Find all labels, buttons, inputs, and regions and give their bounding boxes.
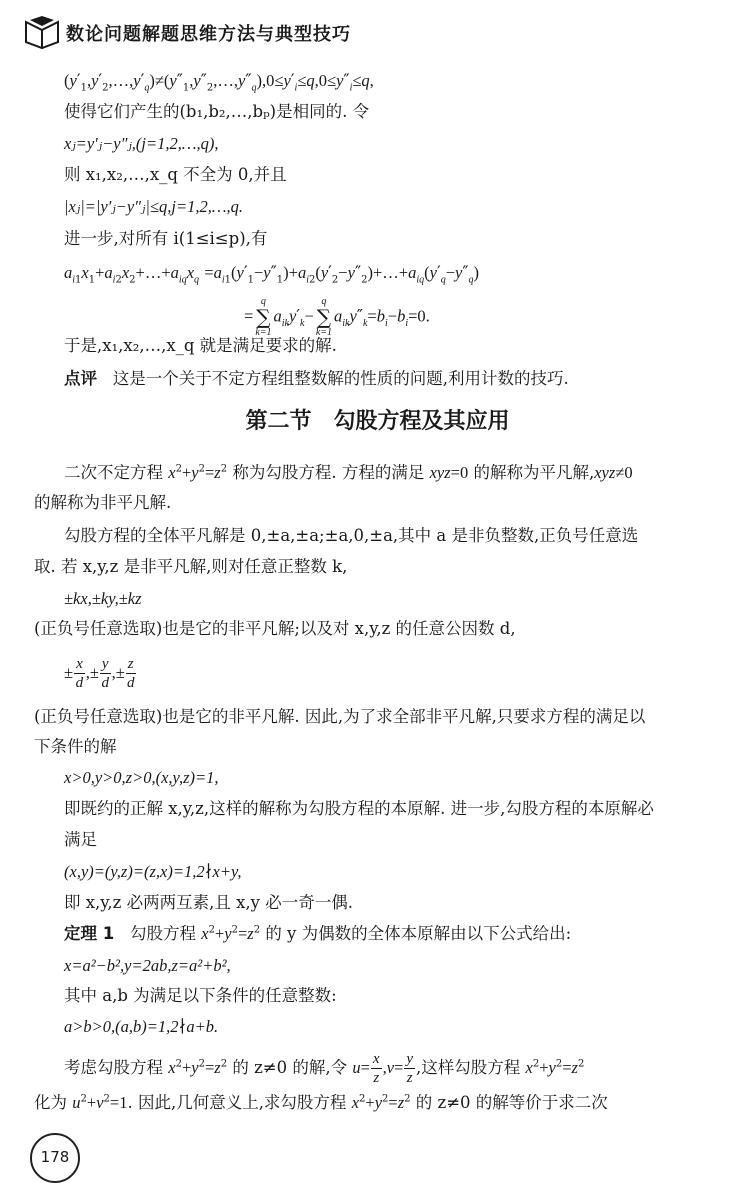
para-5-line2: 满足: [64, 830, 97, 849]
comment-label: 点评: [64, 369, 97, 388]
para-8: 化为 $u^2+v^2=1$. 因此,几何意义上,求勾股方程 $x^2+y^2=z^2$ 的 z≠0 的解等价于求二次: [34, 1093, 608, 1112]
para-4-line2: 下条件的解: [34, 737, 117, 756]
para-1-line2: 的解称为非平凡解.: [34, 493, 172, 512]
book-title: 数论问题解题思维方法与典型技巧: [66, 24, 351, 45]
theorem-formula: x=a²−b²,y=2ab,z=a²+b²,: [64, 956, 231, 975]
para-7: 考虑勾股方程 $x^2+y^2=z^2$ 的 z≠0 的解,令 u= $\frac{x}{z}$ ,v= $\frac{y}{z}$ ,这样勾股方程 $x^2+y^2=z^2$: [64, 1051, 585, 1086]
intro-sentence: 使得它们产生的(b₁,b₂,…,bₚ)是相同的. 令: [64, 102, 370, 121]
theorem-1: 定理 1 勾股方程 $x^2+y^2=z^2$ 的 y 为偶数的全体本原解由以下公式给出:: [64, 924, 572, 943]
para-1-line1: 二次不定方程 $x^2+y^2=z^2$ 称为勾股方程. 方程的满足 xyz=0 的解称为平凡解,xyz≠0: [64, 463, 633, 482]
para-2-line2: 取. 若 x,y,z 是非平凡解,则对任意正整数 k,: [34, 557, 348, 576]
comment: [64, 368, 569, 390]
k-multiples: ±kx,±ky,±kz: [64, 589, 142, 608]
gcd-condition: (x,y)=(y,z)=(z,x)=1,2∤x+y,: [64, 862, 242, 881]
not-all-zero: 则 x₁,x₂,…,x_q 不全为 0,并且: [64, 165, 287, 184]
book-logo-icon: [22, 14, 62, 50]
page-number: 178: [30, 1133, 80, 1183]
positive-condition: x>0,y>0,z>0,(x,y,z)=1,: [64, 768, 219, 787]
para-4-line1: (正负号任意选取)也是它的非平凡解. 因此,为了求全部非平凡解,只要求方程的满足以: [34, 707, 646, 726]
further-statement: 进一步,对所有 i(1≤i≤p),有: [64, 229, 268, 248]
para-5-line1: 即既约的正解 x,y,z,这样的解称为勾股方程的本原解. 进一步,勾股方程的本原解必: [64, 799, 654, 818]
para-3: (正负号任意选取)也是它的非平凡解;以及对 x,y,z 的任意公因数 d,: [34, 619, 516, 638]
linear-sum-line1: $a_{i1}x_1+a_{i2}x_2+\dots+a_{iq}x_q$ $=a_{i1}(y'_1-y''_1)+a_{i2}(y'_2-y''_2)+\dots+a_{iq}(y'_q-y''_q)$: [64, 263, 480, 286]
d-fractions: ± $\frac{x}{d}$ ,± $\frac{y}{d}$ ,± $\frac{z}{d}$: [64, 656, 135, 691]
para-2-line1: 勾股方程的全体平凡解是 0,±a,±a;±a,0,±a,其中 a 是非负整数,正负号任意选: [64, 526, 639, 545]
theorem-label: 定理 1: [64, 924, 115, 943]
abs-bound: |xⱼ|=|y′ⱼ−y″ⱼ|≤q,j=1,2,…,q.: [64, 197, 244, 216]
linear-sum-line2: = q ∑ k=1 $a_{ik}y'_k-$ q ∑ k=1 $a_{ik}y''_k=b_i-b_i=0$.: [244, 296, 430, 338]
conclusion: 于是,x₁,x₂,…,x_q 就是满足要求的解.: [64, 336, 337, 355]
ab-condition-intro: 其中 a,b 为满足以下条件的任意整数:: [64, 986, 337, 1005]
tuple-inequality: $(y'_1,y'_2,\dots,y'_q)\ne(y''_1,y''_2,\dots,y''_q),0\le y'_i\le q,0\le y''_i\le q$,: [64, 71, 374, 94]
xj-definition: xⱼ=y′ⱼ−y″ⱼ,(j=1,2,…,q),: [64, 134, 219, 153]
section-title: 第二节 勾股方程及其应用: [245, 409, 510, 434]
comment-text: 这是一个关于不定方程组整数解的性质的问题,利用计数的技巧.: [112, 369, 569, 388]
ab-condition: a>b>0,(a,b)=1,2∤a+b.: [64, 1017, 219, 1036]
para-6: 即 x,y,z 必两两互素,且 x,y 必一奇一偶.: [64, 893, 353, 912]
